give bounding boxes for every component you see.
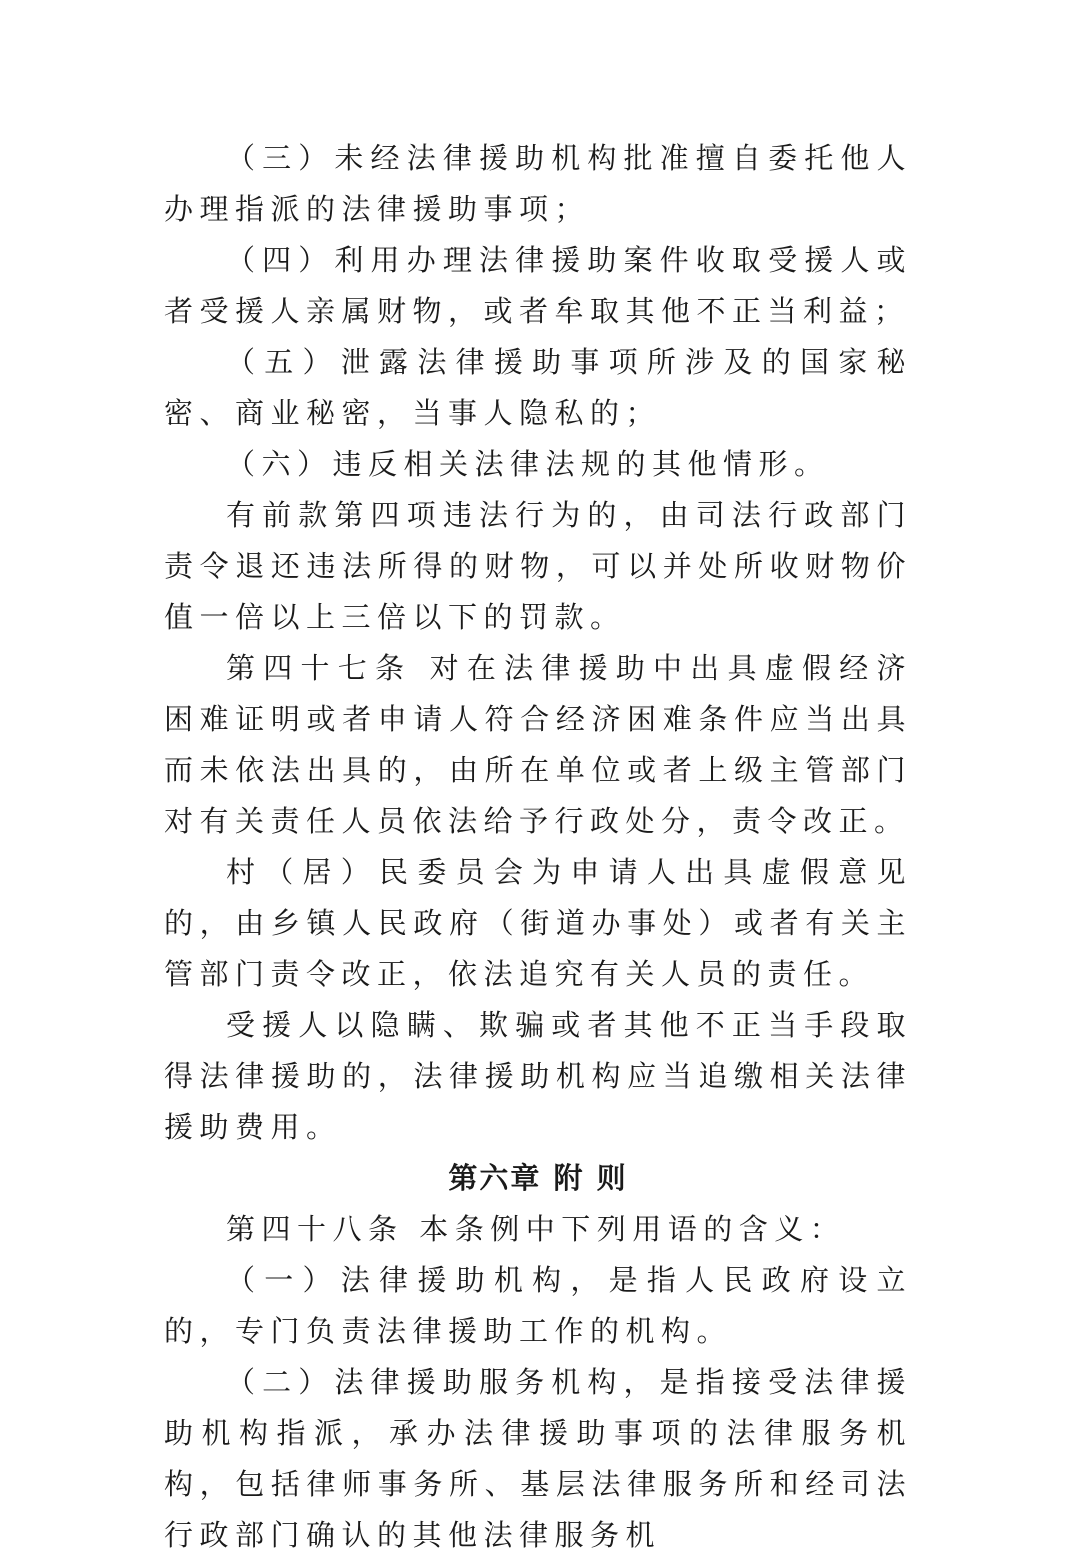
document-body xyxy=(164,133,912,1561)
paragraph-penalty: 有前款第四项违法行为的，由司法行政部门责令退还违法所得的财物，可以并处所收财物价值一倍以上三倍以下的罚款。 xyxy=(164,498,912,634)
paragraph-article-48: 第四十八条 本条例中下列用语的含义： xyxy=(226,1212,846,1246)
paragraph-item-6: （六）违反相关法律法规的其他情形。 xyxy=(226,447,830,481)
paragraph-village-committee: 村（居）民委员会为申请人出具虚假意见的，由乡镇人民政府（街道办事处）或者有关主管部门责令改正，依法追究有关人员的责任。 xyxy=(164,855,912,991)
paragraph-article-47: 第四十七条 对在法律援助中出具虚假经济困难证明或者申请人符合经济困难条件应当出具而未依法出具的，由所在单位或者上级主管部门对有关责任人员依法给予行政处分，责令改正。 xyxy=(164,651,912,838)
paragraph-recipient-fraud: 受援人以隐瞒、欺骗或者其他不正当手段取得法律援助的，法律援助机构应当追缴相关法律援助费用。 xyxy=(164,1008,912,1144)
paragraph-definition-1: （一）法律援助机构，是指人民政府设立的，专门负责法律援助工作的机构。 xyxy=(164,1263,912,1348)
paragraph-item-3: （三）未经法律援助机构批准擅自委托他人办理指派的法律援助事项； xyxy=(164,141,912,226)
paragraph-item-4: （四）利用办理法律援助案件收取受援人或者受援人亲属财物，或者牟取其他不正当利益； xyxy=(164,243,912,328)
paragraph-item-5: （五）泄露法律援助事项所涉及的国家秘密、商业秘密，当事人隐私的； xyxy=(164,345,912,430)
chapter-heading: 第六章 附 则 xyxy=(448,1161,628,1195)
paragraph-definition-2: （二）法律援助服务机构，是指接受法律援助机构指派，承办法律援助事项的法律服务机构，包括律师事务所、基层法律服务所和经司法行政部门确认的其他法律服务机 xyxy=(164,1365,912,1552)
